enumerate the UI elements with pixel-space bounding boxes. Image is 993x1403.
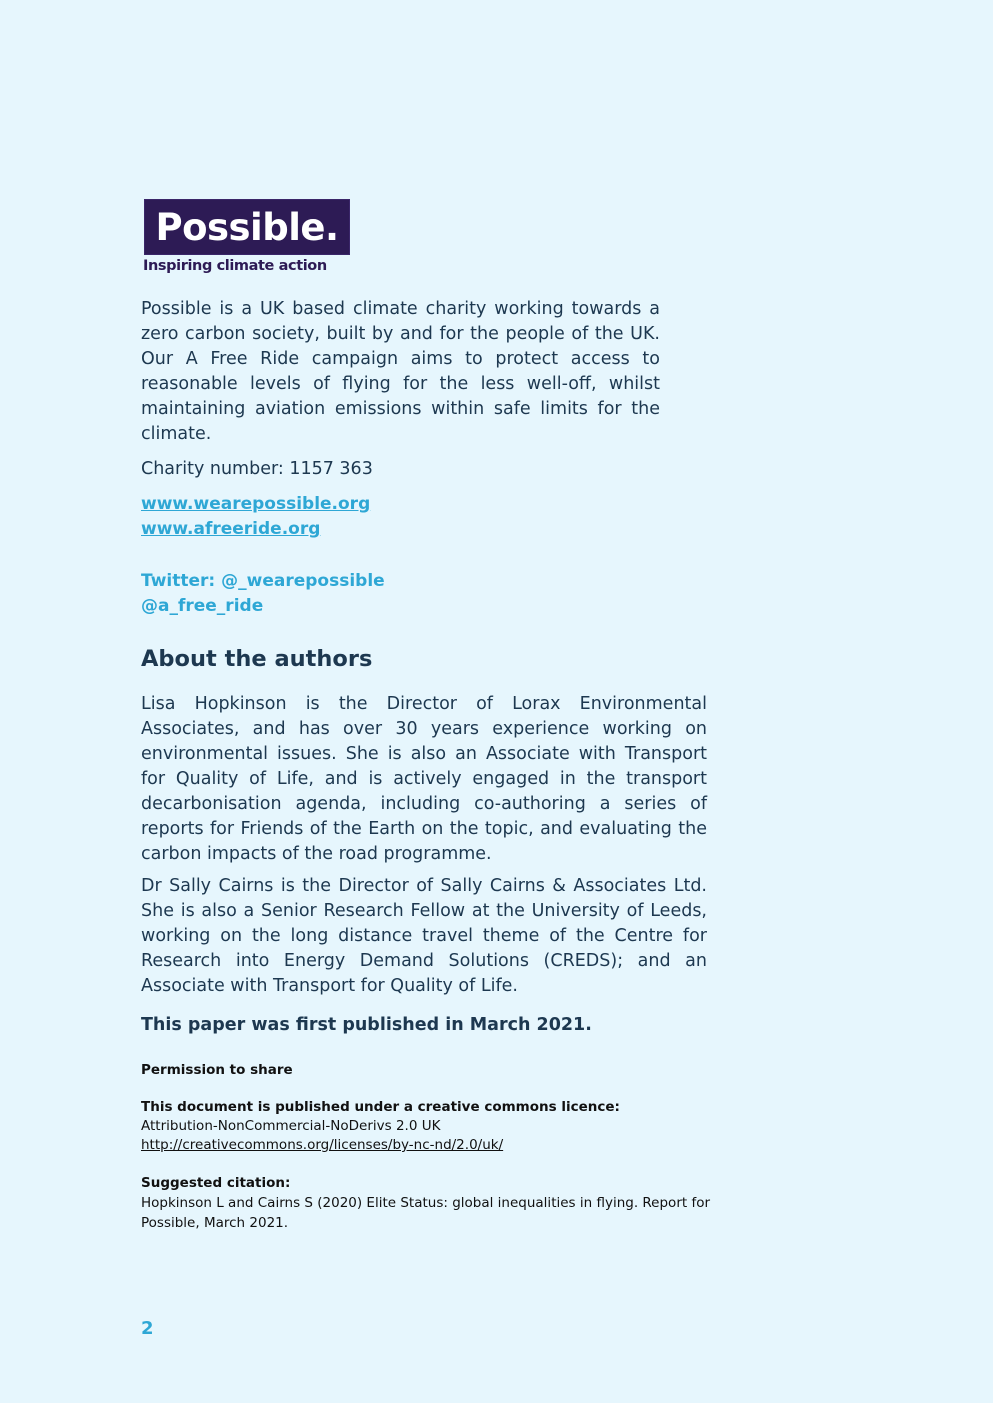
link-wearepossible[interactable]: www.wearepossible.org bbox=[141, 494, 371, 514]
citation-section bbox=[141, 1174, 711, 1233]
intro-paragraph: Possible is a UK based climate charity working towards a zero carbon society, built by and for the people of the UK. Our A Free Ride campaign aims to protect access to reasonable levels of flying for the less well-off, whilst maintaining aviation emissions within safe limits for the climate. bbox=[141, 299, 660, 444]
logo-tagline: Inspiring climate action bbox=[143, 258, 327, 274]
afreeride-handle: @a_free_ride bbox=[141, 596, 264, 616]
about-authors-heading: About the authors bbox=[141, 646, 373, 672]
licence-name: Attribution-NonCommercial-NoDerivs 2.0 UK bbox=[141, 1118, 441, 1134]
published-date-note: This paper was first published in March 2021. bbox=[141, 1015, 592, 1035]
website-links bbox=[141, 492, 541, 542]
bio-cairns: Dr Sally Cairns is the Director of Sally Cairns & Associates Ltd. She is also a Senior Research Fellow at the University of Leeds, working on the long distance travel theme of the Centre for Research into Energy Demand Solutions (CREDS); and an Associate with Transport for Quality of Life. bbox=[141, 876, 707, 996]
twitter-handle: Twitter: @_wearepossible bbox=[141, 571, 385, 591]
charity-number: Charity number: 1157 363 bbox=[141, 459, 373, 479]
page-number: 2 bbox=[141, 1318, 154, 1339]
licence-section bbox=[141, 1098, 711, 1155]
licence-link[interactable]: http://creativecommons.org/licenses/by-nc-nd/2.0/uk/ bbox=[141, 1137, 504, 1153]
licence-heading: This document is published under a creative commons licence: bbox=[141, 1099, 620, 1115]
logo-wordmark: Possible. bbox=[155, 205, 339, 249]
possible-logo bbox=[144, 199, 350, 255]
citation-text: Hopkinson L and Cairns S (2020) Elite Status: global inequalities in flying. Report for Possible, March 2021. bbox=[141, 1195, 711, 1231]
bio-hopkinson: Lisa Hopkinson is the Director of Lorax Environmental Associates, and has over 30 years experience working on environmental issues. She is also an Associate with Transport for Quality of Life, and is actively engaged in the transport decarbonisation agenda, including co-authoring a series of reports for Friends of the Earth on the topic, and evaluating the carbon impacts of the road programme. bbox=[141, 694, 707, 864]
citation-heading: Suggested citation: bbox=[141, 1175, 291, 1191]
link-afreeride[interactable]: www.afreeride.org bbox=[141, 519, 321, 539]
permission-heading: Permission to share bbox=[141, 1062, 293, 1078]
permission-section bbox=[141, 1061, 711, 1080]
social-handles bbox=[141, 569, 541, 619]
